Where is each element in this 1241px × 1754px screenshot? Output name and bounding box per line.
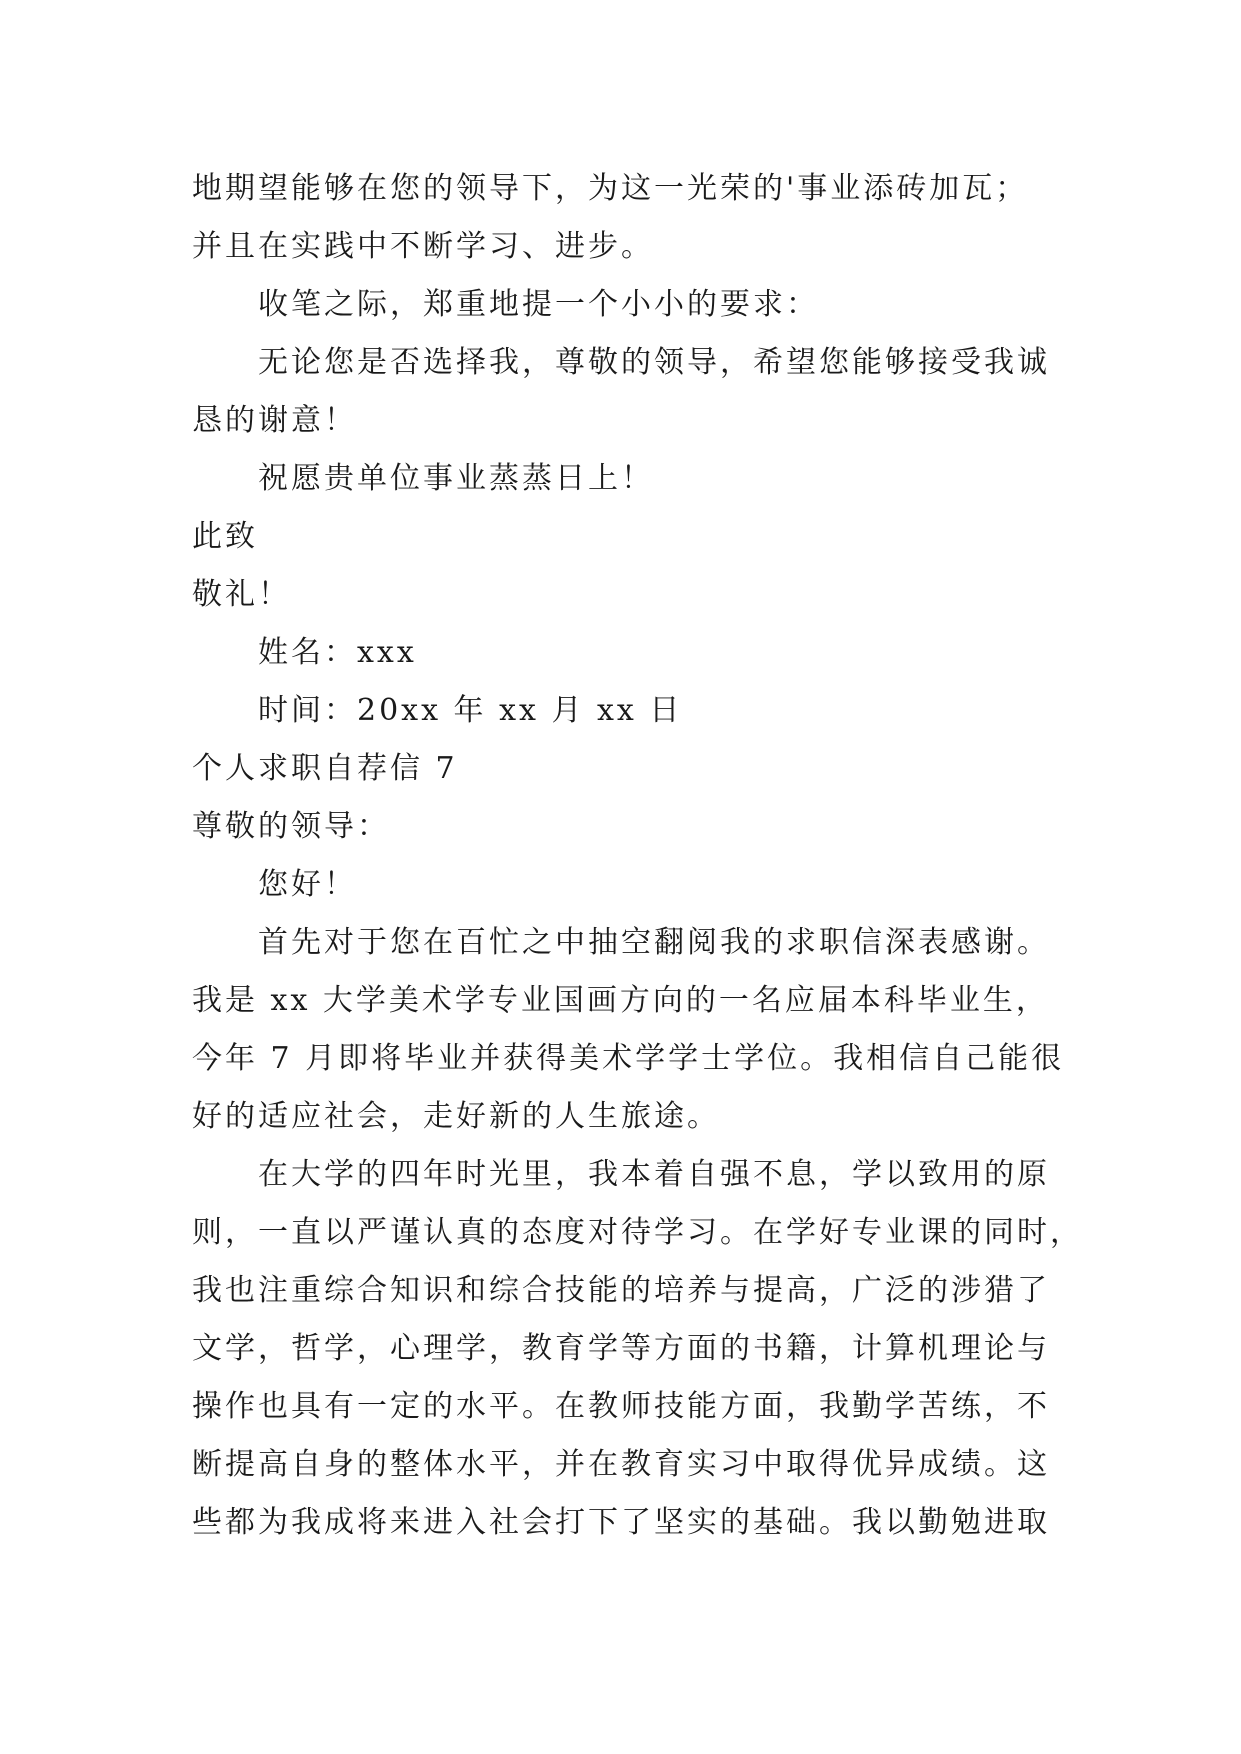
text-line: 您好！ bbox=[258, 867, 357, 902]
text-line: 些都为我成将来进入社会打下了坚实的基础。我以勤勉进取 bbox=[192, 1505, 1050, 1540]
text-line: 恳的谢意！ bbox=[192, 403, 357, 438]
signature-date: 时间：20xx 年 xx 月 xx 日 bbox=[258, 693, 683, 728]
text-line: 文学，哲学，心理学，教育学等方面的书籍，计算机理论与 bbox=[192, 1331, 1050, 1366]
text-line: 我是 xx 大学美术学专业国画方向的一名应届本科毕业生， bbox=[192, 983, 1049, 1018]
text-line: 好的适应社会，走好新的人生旅途。 bbox=[192, 1099, 720, 1134]
text-line: 祝愿贵单位事业蒸蒸日上！ bbox=[258, 461, 654, 496]
text-line: 并且在实践中不断学习、进步。 bbox=[192, 229, 654, 264]
text-line: 地期望能够在您的领导下，为这一光荣的'事业添砖加瓦； bbox=[192, 171, 1029, 206]
text-line: 首先对于您在百忙之中抽空翻阅我的求职信深表感谢。 bbox=[258, 925, 1050, 960]
closing-salutation: 此致 bbox=[192, 519, 258, 554]
greeting: 尊敬的领导： bbox=[192, 809, 390, 844]
text-line: 收笔之际，郑重地提一个小小的要求： bbox=[258, 287, 819, 322]
text-line: 则，一直以严谨认真的态度对待学习。在学好专业课的同时， bbox=[192, 1215, 1083, 1250]
text-line: 我也注重综合知识和综合技能的培养与提高，广泛的涉猎了 bbox=[192, 1273, 1050, 1308]
letter-body bbox=[192, 160, 1083, 1552]
signature-name: 姓名：xxx bbox=[258, 635, 417, 670]
text-line: 操作也具有一定的水平。在教师技能方面，我勤学苦练，不 bbox=[192, 1389, 1050, 1424]
text-line: 无论您是否选择我，尊敬的领导，希望您能够接受我诚 bbox=[258, 345, 1050, 380]
text-line: 在大学的四年时光里，我本着自强不息，学以致用的原 bbox=[258, 1157, 1050, 1192]
section-title: 个人求职自荐信 7 bbox=[192, 751, 458, 786]
text-line: 断提高自身的整体水平，并在教育实习中取得优异成绩。这 bbox=[192, 1447, 1050, 1482]
closing-regards: 敬礼！ bbox=[192, 577, 291, 612]
text-line: 今年 7 月即将毕业并获得美术学学士学位。我相信自己能很 bbox=[192, 1041, 1065, 1076]
